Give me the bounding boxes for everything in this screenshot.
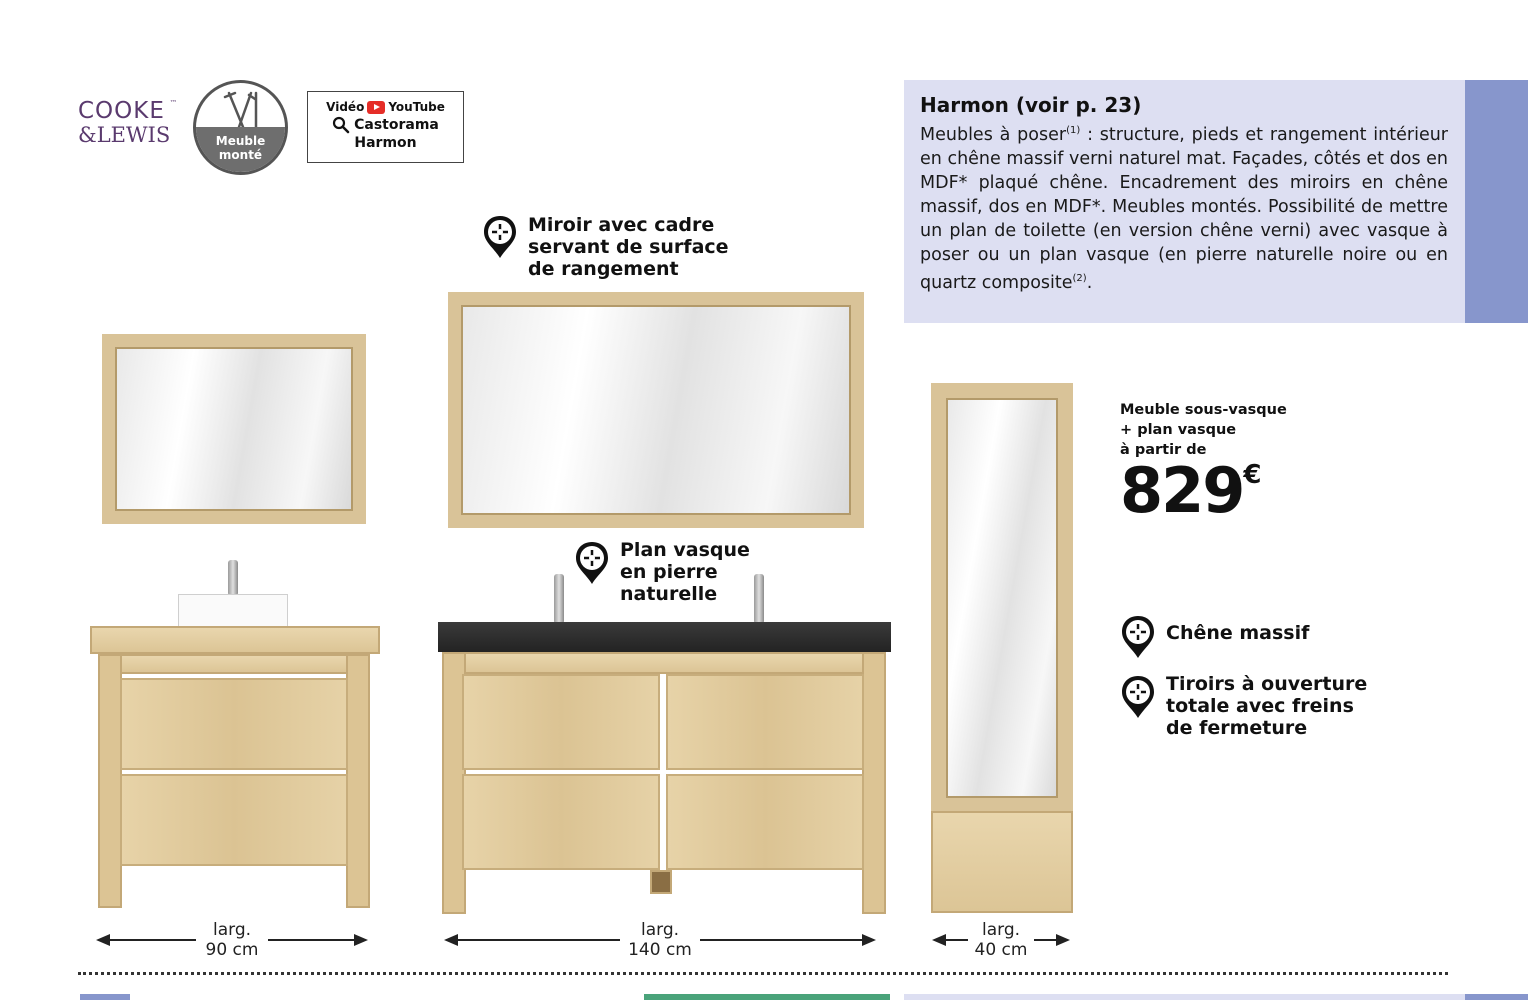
footnote-ref-1: (1) (1066, 125, 1081, 136)
youtube-label: YouTube (388, 100, 445, 114)
cabinet-leg-right (862, 652, 886, 914)
mirror-small-image (102, 334, 366, 524)
callout-mirror-line-2: servant de surface (528, 236, 729, 258)
price-currency: € (1243, 460, 1260, 490)
callout-mirror-line-3: de rangement (528, 258, 679, 280)
callout-tiroirs-line-1: Tiroirs à ouverture (1166, 673, 1368, 695)
price-value (1120, 454, 1287, 527)
badge-line-2: monté (218, 148, 263, 162)
drawer-top (120, 678, 348, 770)
product-info-panel (904, 80, 1465, 323)
dimension-label (966, 920, 1036, 960)
youtube-video-box[interactable] (307, 91, 464, 163)
dimension-line (454, 939, 620, 941)
mirror-large-image (448, 292, 864, 528)
column-mirror (931, 383, 1073, 813)
callout-mirror (528, 214, 729, 280)
dimension-90 (96, 920, 368, 964)
brand-tm: ™ (170, 99, 177, 107)
video-search (308, 116, 463, 134)
search-term-2: Harmon (354, 135, 417, 151)
callout-mirror-line-1: Miroir avec cadre (528, 214, 715, 236)
product-title: Harmon (voir p. 23) (920, 93, 1142, 117)
dimension-value: 140 cm (628, 940, 692, 960)
dimension-value: 90 cm (205, 940, 259, 960)
bottom-strip-green (644, 994, 890, 1000)
callout-vasque-line-3: naturelle (620, 583, 718, 605)
drawer-top-left (462, 674, 660, 770)
cabinet-leg-left (98, 654, 122, 908)
vanity-90-image (90, 558, 382, 910)
faucet-right (754, 574, 764, 624)
video-header (308, 98, 463, 116)
search-term-1: Castorama (354, 117, 439, 133)
badge-label (196, 127, 285, 172)
dimension-line (106, 939, 196, 941)
meuble-monte-badge (193, 80, 288, 175)
callout-tiroirs-line-2: totale avec freins (1166, 695, 1354, 717)
panel-accent-bar (1465, 80, 1528, 323)
drawer-bottom-right (666, 774, 864, 870)
center-support (650, 870, 672, 894)
callout-tiroirs (1166, 673, 1367, 739)
video-label: Vidéo (326, 100, 365, 114)
callout-tiroirs-line-3: de fermeture (1166, 717, 1308, 739)
dimension-label (192, 920, 272, 960)
dimension-line (700, 939, 866, 941)
dimension-line (268, 939, 358, 941)
footnote-ref-2: (2) (1072, 272, 1087, 284)
callout-chene (1166, 622, 1309, 644)
dimension-line (942, 939, 968, 941)
price-amount: 829 (1120, 454, 1244, 527)
brand-line-1: COOKE (78, 98, 165, 124)
drawer-bottom (120, 774, 348, 866)
brand-line-2: &LEWIS (78, 123, 171, 147)
dimension-label-text: larg. (981, 920, 1021, 940)
arrow-right-icon (1056, 934, 1070, 946)
column-cabinet-image (931, 383, 1073, 913)
cooke-lewis-logo (78, 100, 178, 146)
tools-icon (221, 89, 261, 131)
price-label (1120, 400, 1287, 460)
cabinet-top-rail (98, 654, 370, 674)
description-main: : structure, pieds et rangement intérieur en chêne massif verni naturel mat. Façades, côtés et dos en MDF* plaqué chêne. Encadrement des miroirs en chêne massif, dos en MDF*. Meubles montés. Possibilité de mettre un plan de toilette (en version chêne verni) avec vasque à poser ou un plan vasque (en pierre naturelle noire ou en quartz composite (920, 124, 1448, 293)
drawer-bottom-left (462, 774, 660, 870)
bottom-strip-accent (1465, 994, 1528, 1000)
dotted-separator (78, 972, 1448, 975)
cabinet-top-rail (442, 652, 886, 674)
price-label-line-3: à partir de (1120, 442, 1207, 458)
callout-vasque-line-2: en pierre (620, 561, 718, 583)
dimension-140 (444, 920, 876, 964)
arrow-right-icon (354, 934, 368, 946)
description-start: Meubles à poser (920, 124, 1067, 145)
bottom-strip-blue (80, 994, 130, 1000)
drawer-top-right (666, 674, 864, 770)
dimension-value: 40 cm (974, 940, 1028, 960)
faucet-left (554, 574, 564, 624)
youtube-play-icon (367, 101, 385, 114)
stone-basin-top (438, 622, 891, 652)
dimension-40 (932, 920, 1070, 964)
dimension-label-text: larg. (640, 920, 680, 940)
search-icon (332, 116, 350, 134)
faucet (228, 560, 238, 596)
description-end: . (1086, 272, 1093, 293)
callout-vasque-line-1: Plan vasque (620, 539, 750, 561)
price-block (1120, 400, 1287, 527)
location-pin-icon (1120, 614, 1156, 660)
column-drawer (931, 811, 1073, 913)
location-pin-icon (482, 214, 518, 260)
cabinet-leg-right (346, 654, 370, 908)
location-pin-icon (1120, 674, 1156, 720)
price-label-line-1: Meuble sous-vasque (1120, 402, 1287, 418)
product-description (920, 119, 1448, 295)
price-label-line-2: + plan vasque (1120, 422, 1237, 438)
bottom-strip-lavender (904, 994, 1465, 1000)
arrow-right-icon (862, 934, 876, 946)
badge-line-1: Meuble (215, 134, 266, 148)
dimension-label (618, 920, 702, 960)
dimension-label-text: larg. (212, 920, 252, 940)
vanity-140-image (438, 574, 892, 916)
countertop (90, 626, 380, 654)
callout-chene-line-1: Chêne massif (1166, 622, 1310, 644)
